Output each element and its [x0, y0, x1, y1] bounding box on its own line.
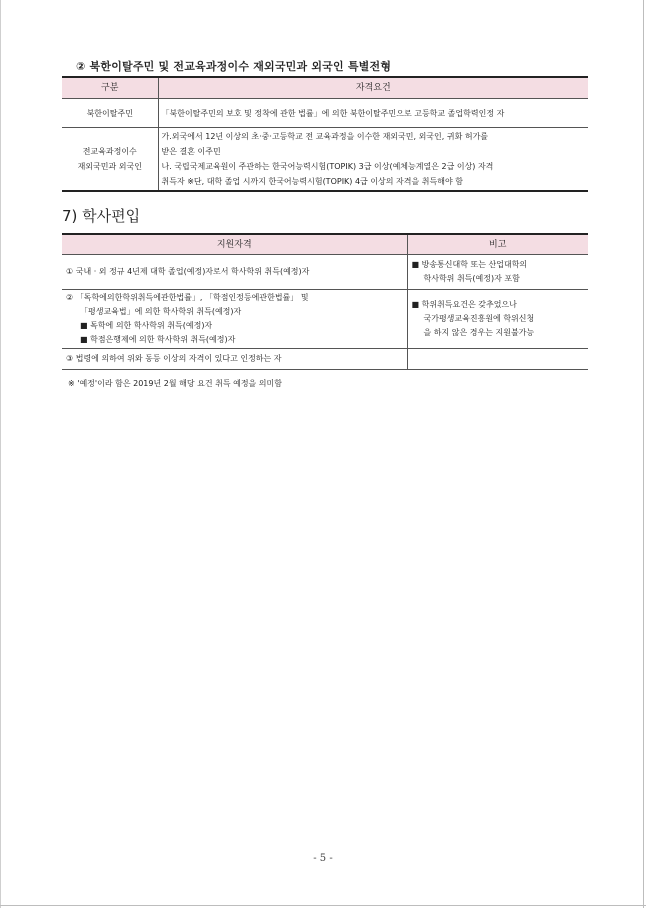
section-title: ② 북한이탈주민 및 전교육과정이수 재외국민과 외국인 특별전형: [76, 60, 392, 73]
remark-cell: [407, 290, 588, 349]
table-header-row: [62, 77, 588, 99]
cell-line: 「북한이탈주민의 보호 및 정착에 관한 법률」에 의한 북한이탈주민으로 고등학교 졸업학력인정 자: [161, 108, 505, 118]
qualification-cell: [62, 349, 407, 370]
table-row: [62, 290, 588, 349]
column-header: 구분: [62, 77, 158, 99]
column-header: 자격요건: [158, 77, 588, 99]
cell-line: 받은 결혼 이주민: [161, 147, 221, 156]
page-border: [0, 905, 646, 906]
category-cell: [62, 128, 158, 192]
cell-line: 재외국민과 외국인: [77, 162, 142, 171]
cell-line: ① 국내 · 외 정규 4년제 대학 졸업(예정)자로서 학사학위 취득(예정)자: [66, 267, 310, 276]
cell-line: ③ 법령에 의하여 위와 동등 이상의 자격이 있다고 인정하는 자: [66, 354, 282, 363]
category-cell: [62, 99, 158, 128]
table-header-row: [62, 234, 588, 255]
page-border: [643, 0, 644, 908]
qualification-cell: [62, 255, 407, 290]
cell-line: ② 「독학에의한학위취득에관한법률」, 「학점인정등에관한법률」 및: [66, 293, 309, 302]
table-row: [62, 349, 588, 370]
column-header: 지원자격: [62, 234, 407, 255]
cell-line: 전교육과정이수: [82, 147, 137, 156]
cell-line: ■ 독학에 의한 학사학위 취득(예정)자: [80, 321, 213, 330]
qualification-cell: [62, 290, 407, 349]
cell-line: ■ 방송통신대학 또는 산업대학의: [411, 260, 528, 269]
cell-line: 국가평생교육진흥원에 학위신청: [423, 314, 535, 323]
section-heading: 7) 학사편입: [62, 207, 141, 225]
column-header: 비고: [407, 234, 588, 255]
transfer-admission-table: [62, 233, 588, 370]
cell-line: ■ 학점은행제에 의한 학사학위 취득(예정)자: [80, 335, 236, 344]
page-border: [0, 0, 1, 908]
cell-line: 학사학위 취득(예정)자 포함: [423, 274, 520, 283]
cell-line: 을 하지 않은 경우는 지원불가능: [423, 328, 535, 337]
table-row: [62, 99, 588, 128]
requirement-cell: [158, 128, 588, 192]
remark-cell: [407, 255, 588, 290]
footnote: ※ '예정'이라 함은 2019년 2월 해당 요건 취득 예정을 의미함: [68, 379, 282, 388]
cell-line: ■ 학위취득요건은 갖추었으나: [411, 300, 517, 309]
page-number: - 5 -: [313, 853, 333, 864]
table-row: [62, 128, 588, 192]
cell-line: 나. 국립국제교육원이 주관하는 한국어능력시험(TOPIK) 3급 이상(예체능계열은 2급 이상) 자격: [161, 162, 494, 171]
cell-line: 취득자 ※단, 대학 졸업 시까지 한국어능력시험(TOPIK) 4급 이상의 자격을 취득해야 함: [161, 177, 463, 186]
cell-line: 「평생교육법」에 의한 학사학위 취득(예정)자: [80, 307, 242, 316]
table-row: [62, 255, 588, 290]
requirement-cell: [158, 99, 588, 128]
cell-line: 가.외국에서 12년 이상의 초·중·고등학교 전 교육과정을 이수한 재외국민, 외국인, 귀화 허가를: [161, 132, 489, 141]
cell-line: 북한이탈주민: [86, 108, 133, 118]
remark-cell: [407, 349, 588, 370]
special-admission-table: [62, 76, 588, 192]
